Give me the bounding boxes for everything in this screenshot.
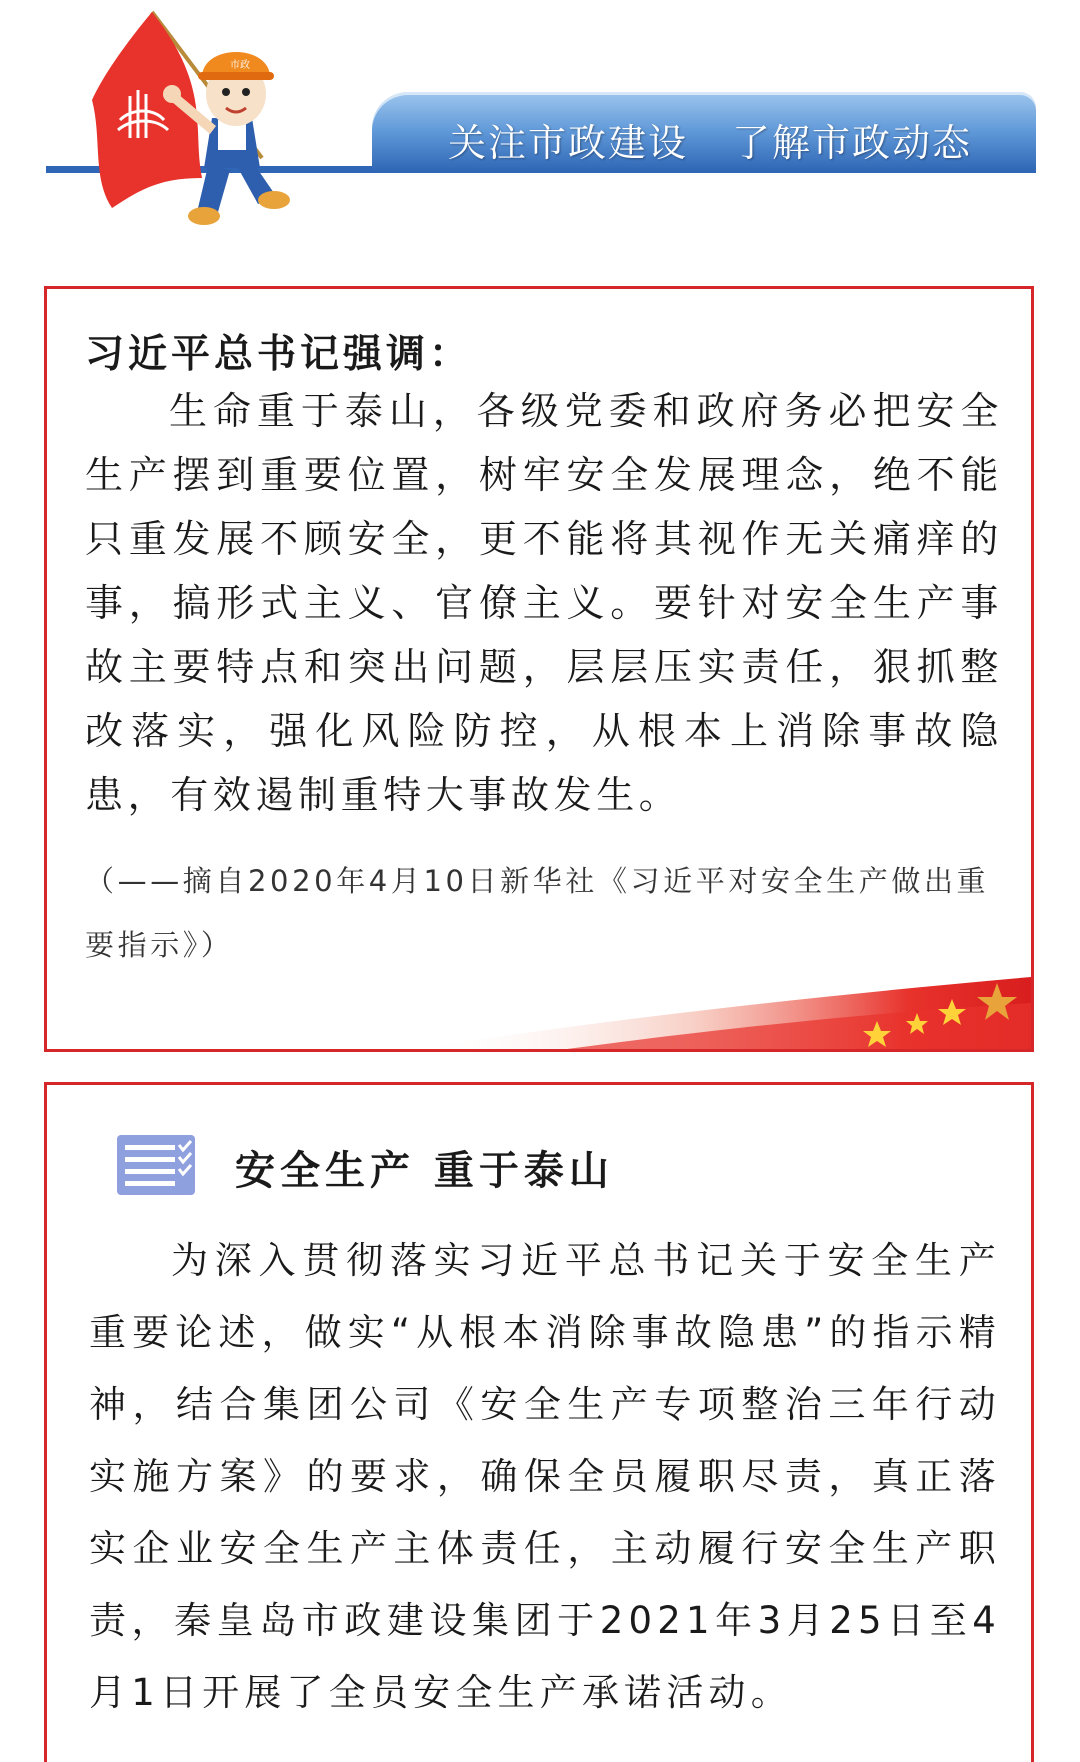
checklist-icon xyxy=(117,1135,195,1195)
header-banner xyxy=(0,0,1080,240)
slogan-left: 关注市政建设 xyxy=(448,121,689,165)
quote-box xyxy=(44,286,1034,1052)
quote-body: 生命重于泰山，各级党委和政府务必把安全生产摆到重要位置，树牢安全发展理念，绝不能只重发展不顾安全，更不能将其视作无关痛痒的事，搞形式主义、官僚主义。要针对安全生产事故主要特点和突出问题，层层压实责任，狠抓整改落实，强化风险防控，从根本上消除事故隐患，有效遏制重特大事故发生。 xyxy=(85,389,1003,817)
section-heading: 安全生产 重于泰山 xyxy=(235,1148,614,1194)
quote-source: （——摘自2020年4月10日新华社《习近平对安全生产做出重要指示》） xyxy=(85,864,990,962)
mascot-cap-text: 市政 xyxy=(230,60,250,71)
worker-mascot-icon xyxy=(92,8,308,236)
intro-box xyxy=(44,1082,1034,1762)
red-ribbon-stars-icon xyxy=(47,939,1031,1049)
quote-heading: 习近平总书记强调： xyxy=(85,332,473,377)
intro-body: 为深入贯彻落实习近平总书记关于安全生产重要论述，做实“从根本消除事故隐患”的指示精神，结合集团公司《安全生产专项整治三年行动实施方案》的要求，确保全员履职尽责，真正落实企业安全生产主体责任，主动履行安全生产职责，秦皇岛市政建设集团于2021年3月25日至4月1日开展了全员安全生产承诺活动。 xyxy=(89,1239,1001,1714)
slogan-right: 了解市政动态 xyxy=(732,121,973,165)
